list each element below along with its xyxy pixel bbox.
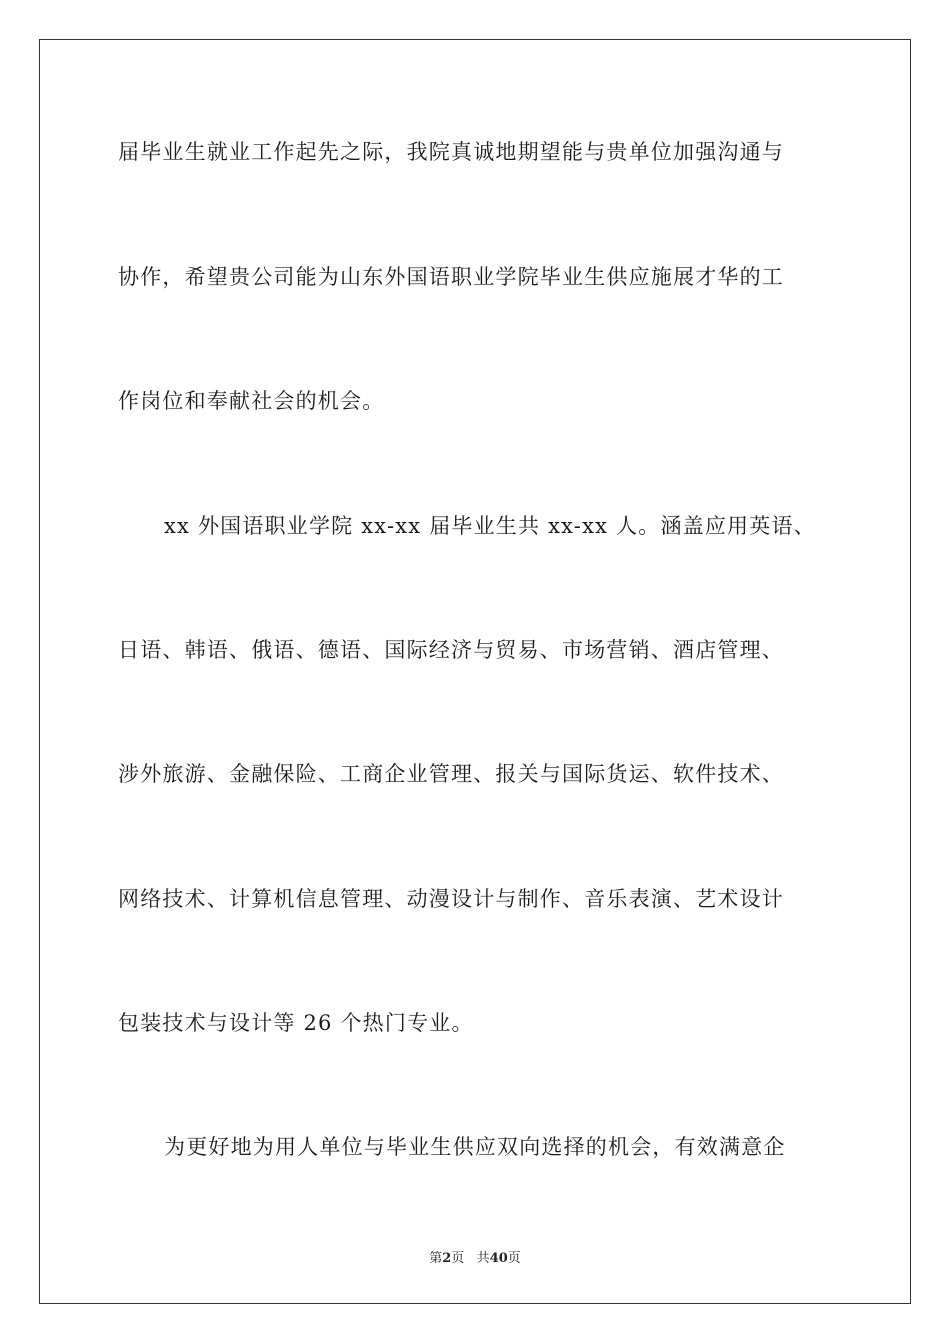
body-line-6: 涉外旅游、金融保险、工商企业管理、报关与国际货运、软件技术、 [118,762,784,786]
page-footer [0,1247,950,1266]
footer-total-suffix: 页 [507,1251,521,1266]
footer-page-suffix: 页 [451,1251,465,1266]
body-line-5: 日语、韩语、俄语、德语、国际经济与贸易、市场营销、酒店管理、 [118,638,784,662]
body-line-7: 网络技术、计算机信息管理、动漫设计与制作、音乐表演、艺术设计 [118,887,784,911]
body-line-9: 为更好地为用人单位与毕业生供应双向选择的机会，有效满意企 [164,1135,786,1159]
body-line-8: 包装技术与设计等 26 个热门专业。 [118,1011,474,1035]
footer-total-prefix: 共 [476,1251,490,1266]
footer-page-prefix: 第 [429,1251,443,1266]
footer-page-number: 2 [442,1251,452,1266]
page-border [39,39,911,1304]
body-line-1: 届毕业生就业工作起先之际，我院真诚地期望能与贵单位加强沟通与 [118,140,784,164]
body-line-3: 作岗位和奉献社会的机会。 [118,389,385,413]
body-line-4: xx 外国语职业学院 xx-xx 届毕业生共 xx-xx 人。涵盖应用英语、 [164,514,816,538]
footer-total-pages: 40 [489,1251,508,1266]
body-line-2: 协作，希望贵公司能为山东外国语职业学院毕业生供应施展才华的工 [118,265,784,289]
